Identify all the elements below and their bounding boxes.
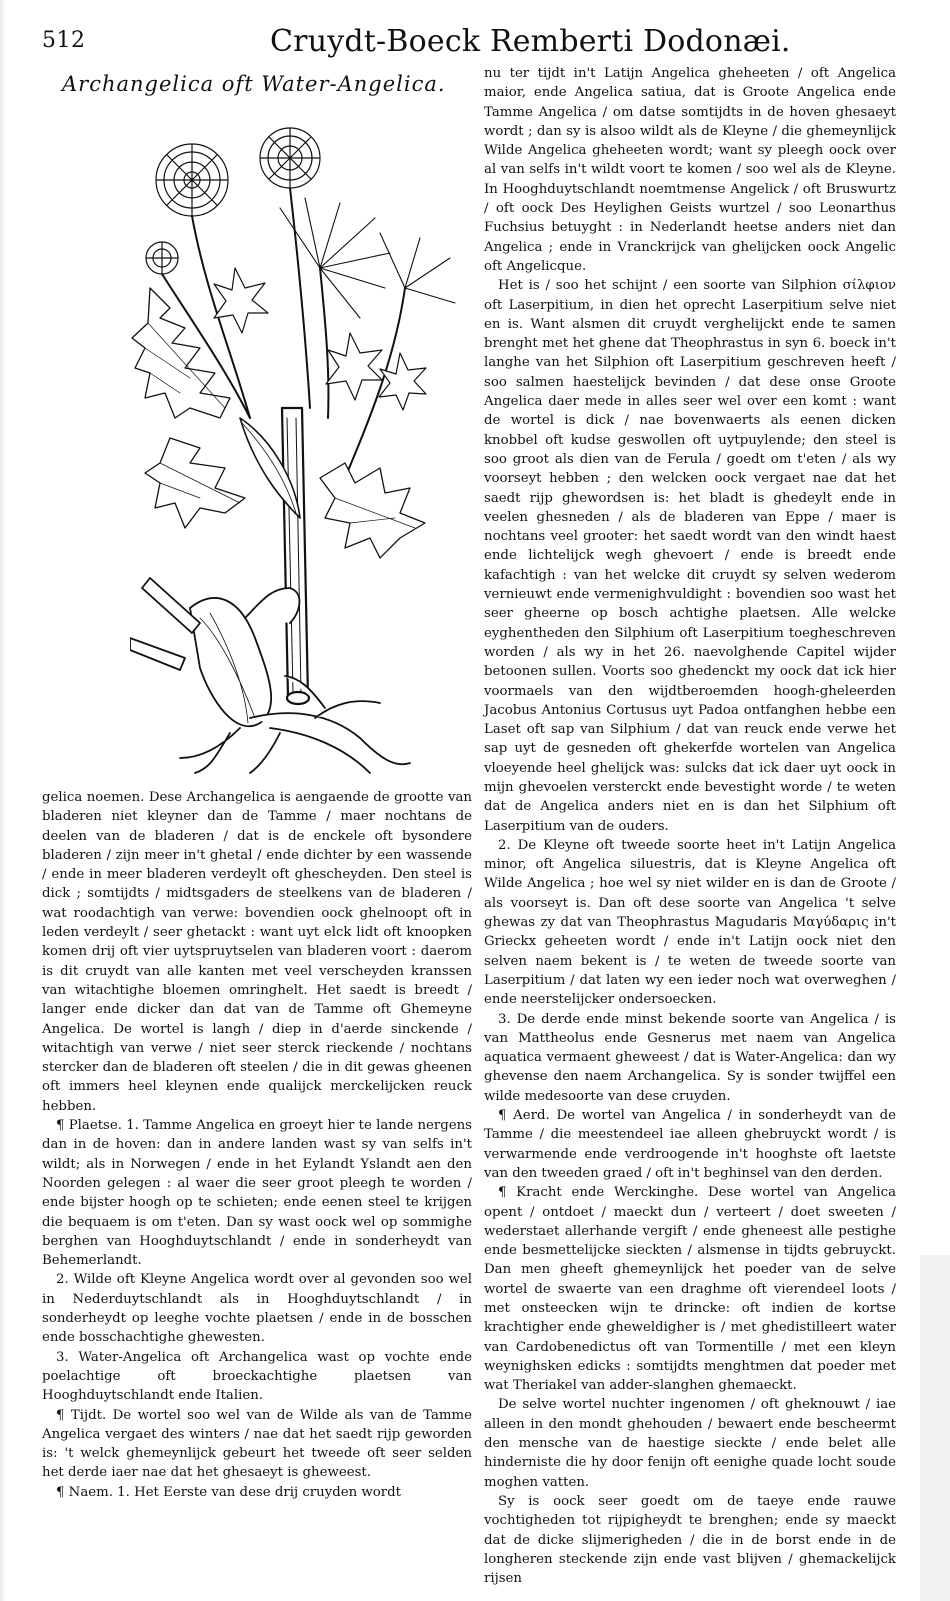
section-tijdt: ¶ Tijdt. De wortel soo wel van de Wilde als van de Tamme Angelica vergaet des winters / nae dat het saedt rijp geworden is: 't welck ghemeynlijck gebeurt het tweede oft seer selden het derde iaer nae dat het ghesaeyt is gheweest. bbox=[42, 1407, 472, 1481]
section-naem: ¶ Naem. 1. Het Eerste van dese drij cruyden wordt bbox=[56, 1484, 401, 1500]
flower-umbel-small bbox=[146, 242, 178, 274]
root-mass bbox=[130, 578, 410, 773]
paragraph-plaetse-3: 3. Water-Angelica oft Archangelica wast op vochte ende poelachtige oft broeckachtighe plaetsen van Hooghduytschlandt ende Italien. bbox=[42, 1349, 472, 1404]
paragraph-naming-continued: nu ter tijdt in't Latijn Angelica gheheeten / oft Angelica maior, ende Angelica satiua, dat is Groote Angelica ende Tamme Angelica / om datse somtijdts in de hoven ghesaeyt wordt ; dan sy is alsoo wildt als de Kleyne / die ghemeynlijck Wilde Angelica gheheeten wordt; want sy pleegh oock over al van selfs in't wildt voort te komen / soo wel als de Kleyne. In Hooghduytschlandt noemtmense Angelick / oft Bruswurtz / oft oock Des Heylighen Geists wurtzel / soo Leonarthus Fuchsius betuyght : in Nederlandt heetse anders niet dan Angelica ; ende in Vranckrijck van ghelijcken oock Angelic oft Angelicque. bbox=[484, 66, 896, 274]
section-kracht-ende-werckinghe: ¶ Kracht ende Werckinghe. Dese wortel van Angelica opent / ontdoet / maeckt dun / verteert / doet sweeten / wederstaet allerhande vergift / ende gheneest alle pestighe ende besmettelijcke sieckten / alsmense in tijdts gebruyckt. Dan men gheeft ghemeynlijck het poeder van de selve wortel de swaerte van een draghme oft vierendeel loots / met onsteecken wijn te drincke: oft indien de kortse krachtigher ende gheweldigher is / met ghedistilleert water van Cardobenedictus oft van Tormentille / met een kleyn weynighsken edicks : somtijdts menghtmen dat poeder met wat Theriakel van adder-slanghen ghemaeckt. bbox=[484, 1185, 896, 1394]
section-aerd: ¶ Aerd. De wortel van Angelica / in sonderheydt van de Tamme / die meestendeel iae alleen ghebruyckt wordt / is verwarmende ende verdroogende in't hooghste oft laetste van den tweeden graed / oft in't beghinsel van den derden. bbox=[484, 1108, 896, 1181]
left-text-column bbox=[42, 788, 472, 1502]
flower-umbel-top bbox=[260, 128, 320, 188]
plate-title: Archangelica oft Water-Angelica. bbox=[62, 72, 446, 96]
scan-binding-shadow bbox=[0, 0, 6, 1601]
paragraph-plaetse-2: 2. Wilde oft Kleyne Angelica wordt over al gevonden soo wel in Nederduytschlandt als in Hooghduytschlandt / in sonderheydt op leeghe vochte plaetsen / ende in de bosschen ende bosschachtighe ghewesten. bbox=[42, 1272, 472, 1346]
page-number: 512 bbox=[42, 28, 86, 53]
paragraph-silphion: Het is / soo het schijnt / een soorte van Silphion σίλφιον oft Laserpitium, in dien het oprecht Laserpitium selve niet en is. Want alsmen dit cruydt verghelijckt ende te samen brenght met het ghene dat Theophrastus in syn 6. boeck in't langhe van het Silphion oft Laserpitium geschreven heeft / soo salmen haestelijck bevinden / dat dese onse Groote Angelica daer mede in alles seer wel over een komt : want de wortel is dick / nae bovenwaerts als eenen dicken knobbel oft kudse geswollen oft uytpuylende; den steel is soo groot als dien van de Ferula / goedt om t'eten / als wy voorseyt hebben ; den welcken oock vergaet nae dat het saedt rijp ghewordsen is: het bladt is ghedeylt ende in veelen ghesneden / als de bladeren van Eppe / maer is nochtans veel grooter: het saedt wordt van den windt haest ende lichtelijck wegh ghevoert / ende is breedt ende kafachtigh : van het welcke dit cruydt sy selven wederom vernieuwt ende vermenighvuldight : bovendien soo wast het seer gheerne op bosch achtighe plaetsen. Alle welcke eyghentheden den Silphium oft Laserpitium toegheschreven worden / als wy in het 26. naevolghende Capitel wijder betoonen sullen. Voorts soo ghedenckt my oock dat ick hier voormaels van den wijdtberoemden hoogh-gheleerden Jacobus Antonius Cortusus uyt Padoa ontfanghen hebbe een Laset oft sap van Silphium / dat van reuck ende verwe het sap uyt de gesneden oft ghekerfde wortelen van Angelica vloeyende heel ghelijck was: sulcks dat ick daer uyt oock in mijn ghevoelen versterckt ende bevestight worde / te weten dat de Angelica anders niet en is dan het Silphium oft Laserpitium van de ouders. bbox=[484, 278, 896, 834]
angelica-plant-woodcut bbox=[130, 118, 470, 778]
right-text-column bbox=[484, 64, 896, 1588]
paragraph-wortel-nuchter: De selve wortel nuchter ingenomen / oft gheknouwt / iae alleen in den mondt ghehouden / bewaert ende bescheermt den mensche van de haestige sieckte / ende belet alle hinderniste die hy door fenijn oft eenighe quade locht soude moghen vatten. bbox=[484, 1397, 896, 1490]
umbel-rays bbox=[280, 198, 455, 318]
serrated-leaves bbox=[132, 288, 425, 558]
flower-umbel-left bbox=[156, 144, 228, 216]
thick-stalk bbox=[282, 408, 309, 704]
scan-page-edge bbox=[920, 1255, 950, 1601]
section-plaetse: ¶ Plaetse. 1. Tamme Angelica en groeyt hier te lande nergens dan in de hoven: dan in andere landen wast sy van selfs in't wildt; als in Norwegen / ende in het Eylandt Yslandt aen den Noorden gelegen : al waer die seer groot pleegh te worden / ende bijster hoogh op te schieten; ende eenen steel te krijgen die bequaem is om t'eten. Dan sy wast oock wel op sommighe berghen van Hooghduytschlandt / ende in sonderheydt van Behemerlandt. bbox=[42, 1118, 472, 1269]
paragraph-vochtigheden: Sy is oock seer goedt om de taeye ende rauwe vochtigheden tot rijpigheydt te brenghen; ende sy maeckt dat de dicke slijmerigheden / die in de borst ende in de longheren steckende zijn ende vast blijven / ghemackelijck rijsen bbox=[484, 1493, 896, 1587]
paragraph-third-kind: 3. De derde ende minst bekende soorte van Angelica / is van Mattheolus ende Gesnerus met naem van Angelica aquatica vermaent gheweest / dat is Water-Angelica: dan wy ghevense den naem Archangelica. Sy is sonder twijffel een wilde medesoorte van dese cruyden. bbox=[484, 1011, 896, 1104]
running-title: Cruydt-Boeck Remberti Dodonæi. bbox=[270, 24, 791, 59]
paragraph-archangelica-description: gelica noemen. Dese Archangelica is aengaende de grootte van bladeren niet kleyner dan de Tamme / maer nochtans de deelen van de bladeren / dat is de enckele oft bysondere bladeren / zijn meer in't ghetal / ende dichter by een wassende / ende in meer bladeren verdeylt oft ghescheyden. Den steel is dick ; somtijdts / midtsgaders de steelkens van de bladeren / wat roodachtigh van verwe: bovendien oock ghelnoopt oft in leden verdeylt / seer ghetackt : want uyt elck lidt oft knoopken komen drij oft vier uytspruytselen van bladeren voort : daerom is dit cruydt van alle kanten met veel verscheyden kranssen van witachtighe bloemen omringhelt. Het saedt is breedt / langer ende dicker dan dat van de Tamme oft Ghemeyne Angelica. De wortel is langh / diep in d'aerde sinckende / witachtigh van verwe / niet seer sterck rieckende / nochtans stercker dan de bladeren oft steelen / die in dit gewas gheenen oft immers heel kleynen ende qualijck merckelijcken reuck hebben. bbox=[42, 790, 472, 1114]
paragraph-second-kind: 2. De Kleyne oft tweede soorte heet in't Latijn Angelica minor, oft Angelica siluestris, dat is Kleyne Angelica oft Wilde Angelica ; hoe wel sy niet wilder en is dan de Groote / als voorseyt is. Dan oft dese soorte van Angelica 't selve ghewas zy dat van Theophrastus Magudaris Μαγύδαρις in't Grieckx geheeten wordt / ende in't Latijn oock niet den selven naem bekent is / te weten de tweede soorte van Laserpitium / dat laten wy een ieder noch wat overweghen / ende neerstelijcker ondersoecken. bbox=[484, 837, 896, 1008]
